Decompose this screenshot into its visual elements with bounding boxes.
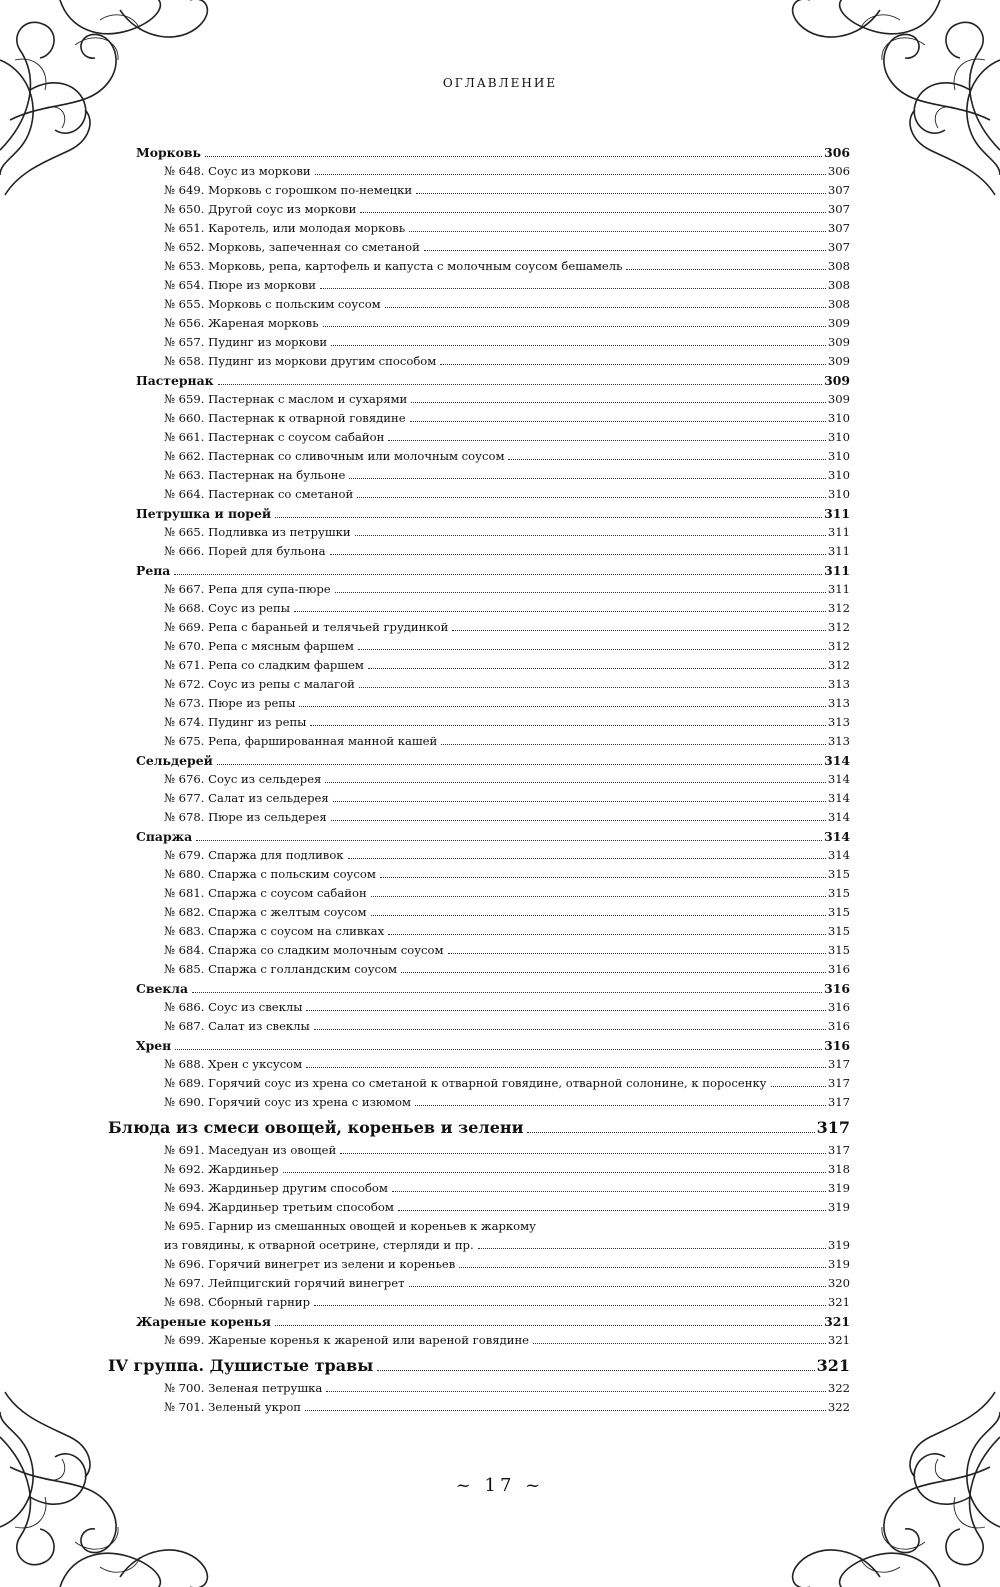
toc-entry-title: № 650. Другой соус из моркови: [164, 202, 357, 216]
toc-entry[interactable]: [108, 466, 850, 485]
dot-leader: [409, 231, 826, 232]
dot-leader: [478, 1248, 826, 1249]
dot-leader: [192, 992, 822, 993]
toc-entry-page: 316: [827, 1000, 850, 1014]
toc-entry[interactable]: [108, 485, 850, 504]
toc-entry-page: 311: [824, 506, 850, 521]
toc-entry-title: № 654. Пюре из моркови: [164, 278, 316, 292]
toc-entry-page: 310: [827, 430, 850, 444]
toc-entry-title: Хрен: [136, 1038, 172, 1053]
toc-entry-title: № 701. Зеленый укроп: [164, 1400, 302, 1414]
toc-entry-title: № 685. Спаржа с голландским соусом: [164, 962, 398, 976]
toc-entry-title: № 672. Соус из репы с малагой: [164, 677, 355, 691]
toc-entry-title: № 673. Пюре из репы: [164, 696, 296, 710]
toc-entry-title: № 680. Спаржа с польским соусом: [164, 867, 376, 881]
toc-entry-page: 316: [824, 981, 850, 996]
toc-entry-page: 315: [827, 943, 850, 957]
toc-entry[interactable]: [108, 865, 850, 884]
toc-entry[interactable]: [108, 200, 850, 219]
dot-leader: [398, 1210, 826, 1211]
toc-entry-title: № 675. Репа, фаршированная манной кашей: [164, 734, 438, 748]
toc-entry[interactable]: [108, 580, 850, 599]
toc-entry-page: 312: [827, 601, 850, 615]
toc-entry-page: 314: [827, 772, 850, 786]
toc-section[interactable]: [108, 371, 850, 390]
toc-entry[interactable]: [108, 1255, 850, 1274]
toc-entry-page: 308: [827, 278, 850, 292]
toc-entry-page: 309: [827, 354, 850, 368]
toc-entry-title: № 686. Соус из свеклы: [164, 1000, 303, 1014]
dot-leader: [299, 706, 826, 707]
toc-entry[interactable]: [108, 884, 850, 903]
toc-entry-title: № 659. Пастернак с маслом и сухарями: [164, 392, 408, 406]
toc-entry-page: 314: [827, 791, 850, 805]
dot-leader: [323, 326, 826, 327]
dot-leader: [331, 820, 826, 821]
toc-entry-page: 319: [827, 1181, 850, 1195]
toc-section[interactable]: [108, 1036, 850, 1055]
toc-entry-page: 311: [827, 544, 850, 558]
toc-entry-title: № 687. Салат из свеклы: [164, 1019, 310, 1033]
toc-entry-page: 314: [824, 829, 850, 844]
dot-leader: [385, 307, 826, 308]
toc-entry-title: № 691. Маседуан из овощей: [164, 1143, 337, 1157]
dot-leader: [283, 1172, 826, 1173]
dot-leader: [340, 1153, 826, 1154]
toc-entry-title: № 693. Жардиньер другим способом: [164, 1181, 388, 1195]
dot-leader: [348, 858, 826, 859]
toc-entry-title: № 677. Салат из сельдерея: [164, 791, 329, 805]
toc-entry-title: Пастернак: [136, 373, 214, 388]
toc-entry[interactable]: [108, 1217, 850, 1236]
toc-entry-page: 322: [827, 1381, 850, 1395]
dot-leader: [218, 384, 823, 385]
toc-entry[interactable]: [108, 428, 850, 447]
toc-entry-title: Репа: [136, 563, 171, 578]
dot-leader: [275, 517, 822, 518]
toc-entry[interactable]: [108, 1236, 850, 1255]
toc-entry[interactable]: [108, 219, 850, 238]
toc-entry-page: 317: [827, 1143, 850, 1157]
toc-entry-page: 311: [824, 563, 850, 578]
dot-leader: [306, 1010, 825, 1011]
dot-leader: [452, 630, 826, 631]
dot-leader: [330, 554, 826, 555]
toc-entry[interactable]: [108, 295, 850, 314]
toc-entry[interactable]: [108, 1198, 850, 1217]
toc-entry-title: Блюда из смеси овощей, кореньев и зелени: [108, 1118, 524, 1137]
toc-entry-page: 310: [827, 468, 850, 482]
toc-entry-page: 309: [827, 335, 850, 349]
toc-entry[interactable]: [108, 523, 850, 542]
toc-entry-title: Жареные коренья: [136, 1314, 271, 1329]
toc-entry[interactable]: [108, 808, 850, 827]
toc-entry-page: 317: [827, 1095, 850, 1109]
toc-entry-page: 306: [827, 164, 850, 178]
dot-leader: [355, 535, 826, 536]
toc-entry-title: № 678. Пюре из сельдерея: [164, 810, 327, 824]
toc-entry-title: № 649. Морковь с горошком по-немецки: [164, 183, 413, 197]
toc-entry[interactable]: [108, 922, 850, 941]
page-number: ~ 17 ~: [455, 1475, 545, 1496]
toc-entry-page: 314: [827, 810, 850, 824]
toc-entry[interactable]: [108, 1093, 850, 1112]
toc-entry-title: № 662. Пастернак со сливочным или молочным соусом: [164, 449, 505, 463]
toc-section[interactable]: [108, 143, 850, 162]
toc-entry-title: № 663. Пастернак на бульоне: [164, 468, 346, 482]
toc-entry-page: 307: [827, 240, 850, 254]
toc-entry-page: 315: [827, 867, 850, 881]
toc-entry-title: № 665. Подливка из петрушки: [164, 525, 351, 539]
toc-entry[interactable]: [108, 1055, 850, 1074]
toc-entry-title: № 690. Горячий соус из хрена с изюмом: [164, 1095, 412, 1109]
toc-entry-title: № 651. Каротель, или молодая морковь: [164, 221, 406, 235]
toc-entry-page: 316: [824, 1038, 850, 1053]
dot-leader: [320, 288, 826, 289]
toc-entry-page: 308: [827, 297, 850, 311]
toc-entry-title: № 676. Соус из сельдерея: [164, 772, 322, 786]
toc-entry-title: № 657. Пудинг из моркови: [164, 335, 328, 349]
toc-entry-title: № 699. Жареные коренья к жареной или вареной говядине: [164, 1333, 530, 1347]
toc-entry[interactable]: [108, 1141, 850, 1160]
dot-leader: [401, 972, 826, 973]
toc-entry-title: № 696. Горячий винегрет из зелени и кореньев: [164, 1257, 456, 1271]
toc-entry[interactable]: [108, 713, 850, 732]
toc-section[interactable]: [108, 504, 850, 523]
toc-entry-title: № 652. Морковь, запеченная со сметаной: [164, 240, 420, 254]
dot-leader: [371, 896, 826, 897]
toc-entry[interactable]: [108, 770, 850, 789]
toc-entry-page: 313: [827, 677, 850, 691]
toc-entry-page: 319: [827, 1238, 850, 1252]
toc-entry-page: 317: [827, 1057, 850, 1071]
toc-entry-page: 313: [827, 715, 850, 729]
dot-leader: [371, 915, 826, 916]
dot-leader: [626, 269, 825, 270]
toc-entry[interactable]: [108, 333, 850, 352]
toc-entry-title: № 695. Гарнир из смешанных овощей и кореньев к жаркому: [164, 1219, 537, 1233]
dot-leader: [533, 1343, 826, 1344]
toc-entry[interactable]: [108, 1398, 850, 1417]
dot-leader: [388, 934, 826, 935]
toc-entry[interactable]: [108, 732, 850, 751]
toc-entry-title: № 683. Спаржа с соусом на сливках: [164, 924, 385, 938]
toc-entry-page: 313: [827, 734, 850, 748]
toc-entry[interactable]: [108, 1179, 850, 1198]
toc-entry-title: № 681. Спаржа с соусом сабайон: [164, 886, 367, 900]
dot-leader: [310, 725, 825, 726]
toc-entry[interactable]: [108, 1074, 850, 1093]
dot-leader: [217, 764, 822, 765]
dot-leader: [305, 1410, 826, 1411]
dot-leader: [409, 1286, 826, 1287]
dot-leader: [325, 782, 825, 783]
toc-entry[interactable]: [108, 1160, 850, 1179]
dot-leader: [360, 212, 825, 213]
dot-leader: [359, 687, 826, 688]
toc-entry[interactable]: [108, 1331, 850, 1350]
dot-leader: [349, 478, 826, 479]
toc-entry[interactable]: [108, 941, 850, 960]
toc-section[interactable]: [108, 827, 850, 846]
toc-entry-page: 310: [827, 411, 850, 425]
toc-entry-title: № 688. Хрен с уксусом: [164, 1057, 303, 1071]
toc-section[interactable]: [108, 561, 850, 580]
toc-entry-page: 312: [827, 620, 850, 634]
toc-entry-page: 314: [827, 848, 850, 862]
toc-entry-title: Спаржа: [136, 829, 193, 844]
toc-entry[interactable]: [108, 789, 850, 808]
toc-entry[interactable]: [108, 162, 850, 181]
dot-leader: [527, 1132, 814, 1133]
dot-leader: [314, 1029, 826, 1030]
toc-entry-title: № 698. Сборный гарнир: [164, 1295, 311, 1309]
toc-entry-page: 321: [816, 1356, 850, 1375]
dot-leader: [175, 1049, 822, 1050]
toc-entry-title: Петрушка и порей: [136, 506, 272, 521]
dot-leader: [306, 1067, 826, 1068]
dot-leader: [424, 250, 826, 251]
toc-entry-page: 321: [827, 1333, 850, 1347]
toc-entry-page: 318: [827, 1162, 850, 1176]
toc-entry-page: 312: [827, 639, 850, 653]
toc-entry-page: 309: [827, 316, 850, 330]
toc-entry-page: 317: [827, 1076, 850, 1090]
toc-entry-page: 316: [827, 1019, 850, 1033]
toc-entry[interactable]: [108, 257, 850, 276]
toc-entry[interactable]: [108, 637, 850, 656]
toc-entry-title: № 667. Репа для супа-пюре: [164, 582, 331, 596]
toc-entry-page: 315: [827, 905, 850, 919]
toc-entry-page: 311: [827, 525, 850, 539]
dot-leader: [205, 156, 822, 157]
toc-entry-page: 307: [827, 183, 850, 197]
toc-entry-title: № 697. Лейпцигский горячий винегрет: [164, 1276, 405, 1290]
toc-entry-page: 322: [827, 1400, 850, 1414]
dot-leader: [508, 459, 825, 460]
toc-entry[interactable]: [108, 618, 850, 637]
toc-entry-title: Свекла: [136, 981, 189, 996]
toc-entry-title: № 661. Пастернак с соусом сабайон: [164, 430, 385, 444]
toc-entry-page: 314: [824, 753, 850, 768]
toc-entry-page: 308: [827, 259, 850, 273]
toc-entry-title: № 664. Пастернак со сметаной: [164, 487, 354, 501]
dot-leader: [196, 840, 822, 841]
toc-entry[interactable]: [108, 276, 850, 295]
dot-leader: [368, 668, 826, 669]
toc-entry-page: 310: [827, 487, 850, 501]
dot-leader: [416, 193, 826, 194]
toc-entry-title: № 679. Спаржа для подливок: [164, 848, 344, 862]
toc-entry[interactable]: [108, 675, 850, 694]
toc-entry[interactable]: [108, 599, 850, 618]
toc-entry[interactable]: [108, 352, 850, 371]
toc-entry[interactable]: [108, 1274, 850, 1293]
table-of-contents: [108, 143, 850, 1417]
dot-leader: [335, 592, 826, 593]
toc-entry-page: 321: [824, 1314, 850, 1329]
toc-entry-page: 309: [827, 392, 850, 406]
dot-leader: [174, 574, 822, 575]
dot-leader: [331, 345, 826, 346]
toc-entry-title: Сельдерей: [136, 753, 213, 768]
toc-entry-page: 317: [816, 1118, 850, 1137]
toc-entry-page: 311: [827, 582, 850, 596]
dot-leader: [357, 497, 826, 498]
toc-entry-title: № 682. Спаржа с желтым соусом: [164, 905, 367, 919]
toc-entry-title: № 655. Морковь с польским соусом: [164, 297, 381, 311]
toc-chapter[interactable]: [108, 1115, 850, 1141]
toc-entry[interactable]: [108, 960, 850, 979]
toc-entry-page: 309: [824, 373, 850, 388]
toc-entry-page: 315: [827, 924, 850, 938]
toc-entry[interactable]: [108, 409, 850, 428]
dot-leader: [315, 174, 826, 175]
toc-section[interactable]: [108, 751, 850, 770]
dot-leader: [388, 440, 826, 441]
dot-leader: [448, 953, 826, 954]
toc-entry-title: Морковь: [136, 145, 201, 160]
dot-leader: [358, 649, 826, 650]
toc-entry-title: № 658. Пудинг из моркови другим способом: [164, 354, 437, 368]
toc-entry[interactable]: [108, 998, 850, 1017]
dot-leader: [459, 1267, 826, 1268]
dot-leader: [377, 1370, 814, 1371]
toc-section[interactable]: [108, 1312, 850, 1331]
dot-leader: [441, 744, 826, 745]
toc-entry-title: № 689. Горячий соус из хрена со сметаной к отварной говядине, отварной солонине, к поросенку: [164, 1076, 767, 1090]
toc-entry-title: IV группа. Душистые травы: [108, 1356, 374, 1375]
dot-leader: [380, 877, 826, 878]
toc-entry[interactable]: [108, 390, 850, 409]
dot-leader: [771, 1086, 826, 1087]
toc-entry-title: № 648. Соус из моркови: [164, 164, 311, 178]
toc-entry-page: 315: [827, 886, 850, 900]
toc-entry-title: № 684. Спаржа со сладким молочным соусом: [164, 943, 444, 957]
toc-entry-title: № 692. Жардиньер: [164, 1162, 279, 1176]
toc-entry[interactable]: [108, 542, 850, 561]
toc-entry[interactable]: [108, 447, 850, 466]
toc-entry-page: 307: [827, 221, 850, 235]
toc-entry-title: из говядины, к отварной осетрине, стерляди и пр.: [164, 1238, 474, 1252]
dot-leader: [294, 611, 826, 612]
toc-entry[interactable]: [108, 846, 850, 865]
toc-entry-title: № 674. Пудинг из репы: [164, 715, 307, 729]
toc-entry-page: 319: [827, 1200, 850, 1214]
dot-leader: [314, 1305, 826, 1306]
toc-entry-title: № 660. Пастернак к отварной говядине: [164, 411, 406, 425]
dot-leader: [415, 1105, 826, 1106]
toc-entry-title: № 671. Репа со сладким фаршем: [164, 658, 364, 672]
dot-leader: [326, 1391, 826, 1392]
page-title: оглавление: [442, 72, 558, 92]
toc-entry[interactable]: [108, 238, 850, 257]
toc-entry-page: 319: [827, 1257, 850, 1271]
toc-section[interactable]: [108, 979, 850, 998]
toc-chapter[interactable]: [108, 1353, 850, 1379]
toc-entry-page: 312: [827, 658, 850, 672]
dot-leader: [411, 402, 826, 403]
toc-entry[interactable]: [108, 314, 850, 333]
toc-entry-title: № 700. Зеленая петрушка: [164, 1381, 323, 1395]
toc-entry-page: 313: [827, 696, 850, 710]
toc-entry[interactable]: [108, 1379, 850, 1398]
toc-entry[interactable]: [108, 656, 850, 675]
toc-entry[interactable]: [108, 1293, 850, 1312]
dot-leader: [275, 1325, 822, 1326]
toc-entry-page: 307: [827, 202, 850, 216]
toc-entry-title: № 656. Жареная морковь: [164, 316, 319, 330]
dot-leader: [410, 421, 826, 422]
toc-entry-title: № 670. Репа с мясным фаршем: [164, 639, 354, 653]
dot-leader: [333, 801, 826, 802]
toc-entry[interactable]: [108, 1017, 850, 1036]
toc-entry[interactable]: [108, 903, 850, 922]
toc-entry-title: № 669. Репа с бараньей и телячьей грудинкой: [164, 620, 449, 634]
toc-entry-title: № 668. Соус из репы: [164, 601, 290, 615]
toc-entry[interactable]: [108, 694, 850, 713]
toc-entry[interactable]: [108, 181, 850, 200]
toc-entry-title: № 694. Жардиньер третьим способом: [164, 1200, 394, 1214]
toc-entry-page: 321: [827, 1295, 850, 1309]
toc-entry-page: 310: [827, 449, 850, 463]
dot-leader: [392, 1191, 826, 1192]
toc-entry-page: 320: [827, 1276, 850, 1290]
toc-entry-title: № 666. Порей для бульона: [164, 544, 326, 558]
toc-entry-title: № 653. Морковь, репа, картофель и капуста с молочным соусом бешамель: [164, 259, 623, 273]
toc-entry-page: 306: [824, 145, 850, 160]
dot-leader: [440, 364, 826, 365]
toc-entry-page: 316: [827, 962, 850, 976]
